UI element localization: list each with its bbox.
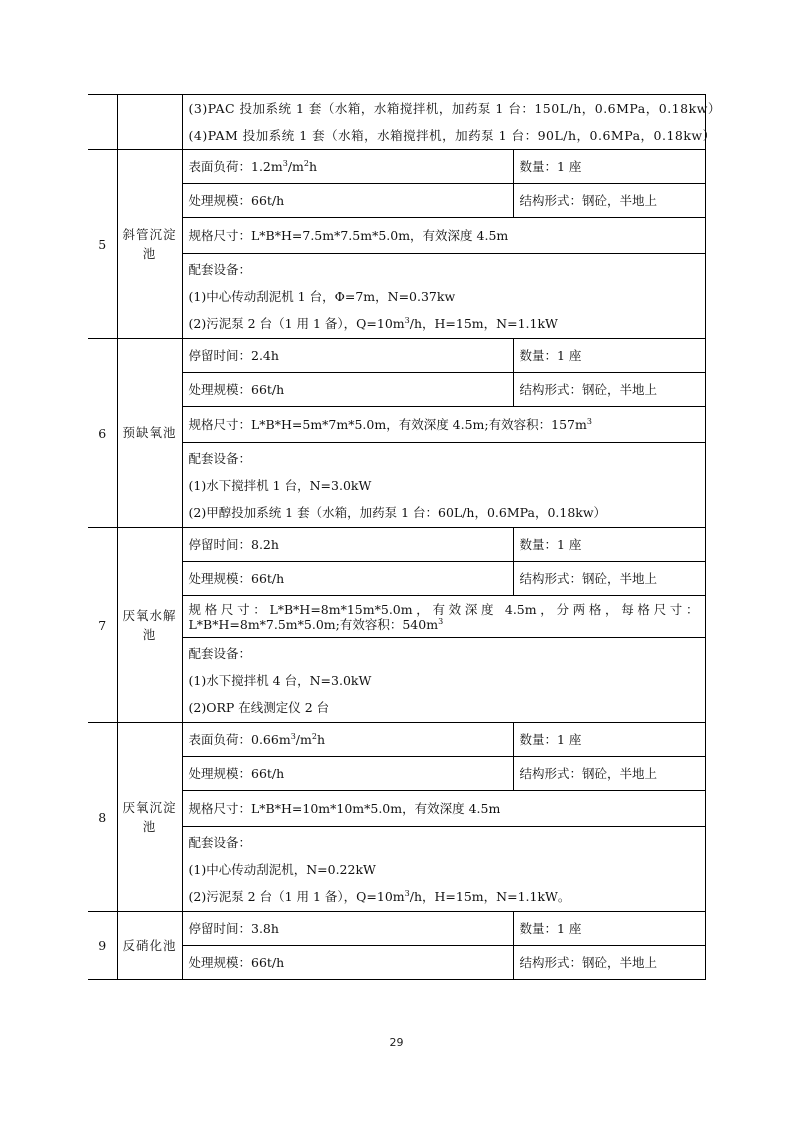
equipment-list-cell: [182, 827, 705, 912]
page-number: 29: [389, 1036, 404, 1049]
equipment-list-cell: [182, 95, 721, 150]
dimensions: 规格尺寸：L*B*H=10m*10m*5.0m，有效深度 4.5m: [182, 791, 705, 827]
facility-name: 斜管沉淀池: [117, 150, 182, 339]
retention-time: 停留时间：2.4h: [182, 339, 513, 373]
retention-time: 停留时间：3.8h: [182, 912, 513, 946]
dimensions: 规格尺寸：L*B*H=7.5m*7.5m*5.0m，有效深度 4.5m: [182, 218, 705, 254]
equipment-item: (3)PAC 投加系统 1 套（水箱，水箱搅拌机，加药泵 1 台：150L/h，0.6MPa，0.18kw）: [188, 101, 721, 116]
quantity: 数量：1 座: [513, 528, 705, 562]
structure-type: 结构形式：钢砼，半地上: [513, 946, 705, 980]
facility-name: 反硝化池: [117, 912, 182, 980]
equipment-list-cell: [182, 638, 705, 723]
equipment-item: (2)污泥泵 2 台（1 用 1 备），$Q=10m^3/h$，H=15m，N=1.1kW。: [188, 888, 571, 904]
row-number: 5: [88, 150, 117, 339]
equipment-item: (1)水下搅拌机 1 台，N=3.0kW: [188, 477, 372, 493]
structure-type: 结构形式：钢砼，半地上: [513, 184, 705, 218]
quantity: 数量：1 座: [513, 150, 705, 184]
equipment-title: 配套设备：: [188, 450, 252, 466]
equipment-item: (2)污泥泵 2 台（1 用 1 备），$Q=10m^3/h$，H=15m，N=1.1kW: [188, 315, 558, 331]
equipment-spec-table: [88, 94, 721, 980]
table-row: [88, 95, 705, 150]
table-row: [88, 723, 705, 757]
structure-type: 结构形式：钢砼，半地上: [513, 373, 705, 407]
facility-name: 预缺氧池: [117, 339, 182, 528]
equipment-list-cell: [182, 254, 705, 339]
dimensions-line-2: L*B*H=8m*7.5m*5.0m;有效容积：$540m^3$: [188, 616, 444, 632]
row-number: 9: [88, 912, 117, 980]
dimensions: [182, 596, 705, 638]
row-number: 8: [88, 723, 117, 912]
quantity: 数量：1 座: [513, 339, 705, 373]
equipment-item: (2)ORP 在线测定仪 2 台: [188, 699, 330, 715]
treatment-scale: 处理规模：66t/h: [182, 757, 513, 791]
equipment-title: 配套设备：: [188, 261, 252, 277]
surface-load: 表面负荷：$1.2m^3/m^2h$: [182, 150, 513, 184]
row-number-cell: [88, 95, 117, 150]
equipment-item: (1)中心传动刮泥机 1 台，Φ=7m，N=0.37kw: [188, 288, 456, 304]
surface-load: 表面负荷：$0.66m^3/m^2h$: [182, 723, 513, 757]
structure-type: 结构形式：钢砼，半地上: [513, 562, 705, 596]
row-number: 6: [88, 339, 117, 528]
quantity: 数量：1 座: [513, 912, 705, 946]
treatment-scale: 处理规模：66t/h: [182, 184, 513, 218]
equipment-item: (1)水下搅拌机 4 台，N=3.0kW: [188, 672, 372, 688]
treatment-scale: 处理规模：66t/h: [182, 373, 513, 407]
table-row: [88, 339, 705, 373]
retention-time: 停留时间：8.2h: [182, 528, 513, 562]
table-row: [88, 528, 705, 562]
facility-name: 厌氧沉淀池: [117, 723, 182, 912]
structure-type: 结构形式：钢砼，半地上: [513, 757, 705, 791]
equipment-item: (4)PAM 投加系统 1 套（水箱，水箱搅拌机，加药泵 1 台：90L/h，0.6MPa，0.18kw）: [188, 128, 716, 143]
equipment-title: 配套设备：: [188, 834, 252, 850]
equipment-list-cell: [182, 443, 705, 528]
dimensions-line-1: 规格尺寸：L*B*H=8m*15m*5.0m，有效深度 4.5m，分两格，每格尺寸：: [188, 601, 699, 617]
treatment-scale: 处理规模：66t/h: [182, 946, 513, 980]
facility-name: 厌氧水解池: [117, 528, 182, 723]
treatment-scale: 处理规模：66t/h: [182, 562, 513, 596]
equipment-item: (1)中心传动刮泥机，N=0.22kW: [188, 861, 376, 877]
dimensions: 规格尺寸：L*B*H=5m*7m*5.0m，有效深度 4.5m;有效容积：$157m^3$: [182, 407, 705, 443]
quantity: 数量：1 座: [513, 723, 705, 757]
equipment-item: (2)甲醇投加系统 1 套（水箱，加药泵 1 台：60L/h，0.6MPa，0.18kw）: [188, 504, 607, 520]
equipment-title: 配套设备：: [188, 645, 252, 661]
facility-name-cell: [117, 95, 182, 150]
table-row: [88, 912, 705, 946]
row-number: 7: [88, 528, 117, 723]
table-row: [88, 150, 705, 184]
